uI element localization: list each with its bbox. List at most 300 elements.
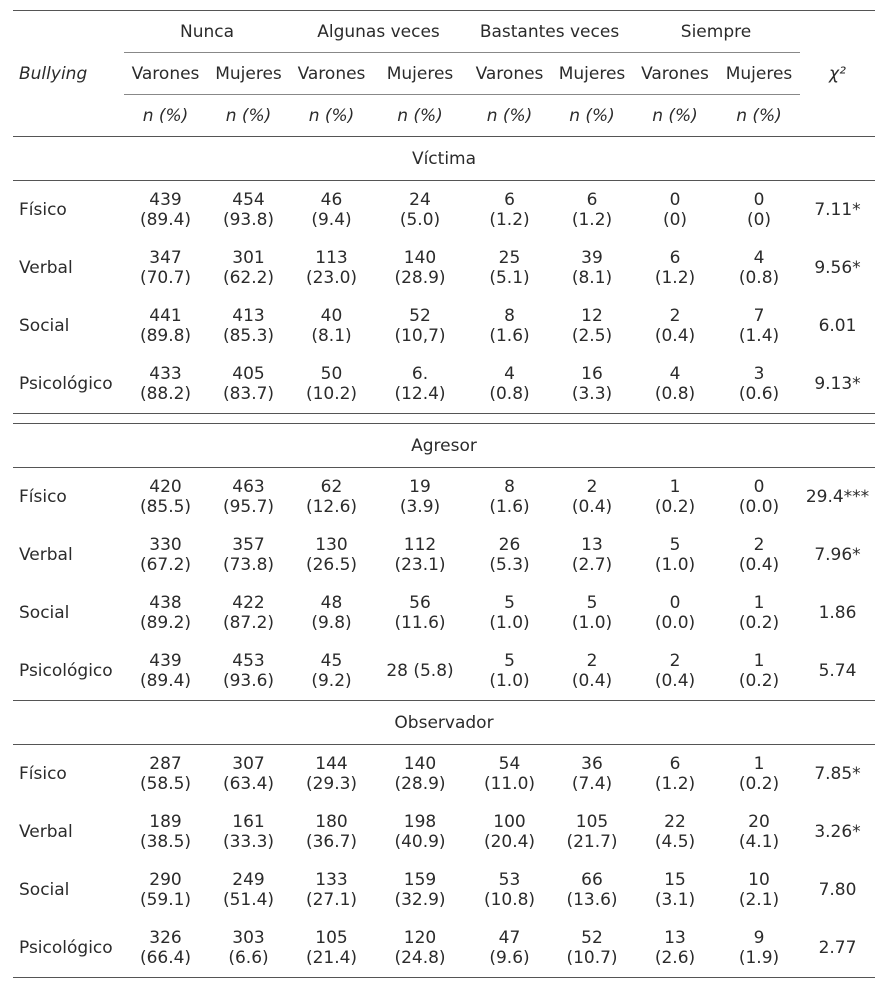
count-value: 189 [149, 812, 182, 832]
percent-value: (58.5) [139, 774, 192, 794]
data-cell [467, 745, 552, 804]
row-label: Físico [13, 745, 124, 804]
row-header: Bullying [13, 11, 124, 137]
data-cell [718, 181, 800, 240]
row-label: Verbal [19, 258, 73, 278]
data-cell [207, 861, 290, 919]
data-cell [467, 642, 552, 701]
data-cell [207, 297, 290, 355]
table-row [13, 745, 875, 804]
percent-value: (29.3) [305, 774, 358, 794]
count-value: 10 [748, 870, 770, 890]
count-value: 25 [498, 248, 521, 268]
data-cell [718, 297, 800, 355]
percent-value: (85.3) [222, 326, 275, 346]
data-cell [373, 803, 467, 861]
data-cell [718, 526, 800, 584]
data-cell [124, 526, 207, 584]
data-cell [552, 861, 632, 919]
percent-value: (1.0) [571, 613, 613, 633]
percent-value: (28.9) [394, 774, 446, 794]
data-cell [467, 468, 552, 527]
count-value: 22 [664, 812, 686, 832]
count-value: 303 [232, 928, 265, 948]
count-value: 100 [493, 812, 526, 832]
count-value: 120 [403, 928, 437, 948]
percent-value: (0.4) [738, 555, 780, 575]
section-title: Agresor [13, 424, 875, 468]
data-cell [207, 584, 290, 642]
data-cell [373, 239, 467, 297]
count-value: 8 [504, 306, 515, 326]
count-value: 6 [669, 248, 681, 268]
data-cell [207, 355, 290, 414]
row-label: Físico [13, 181, 124, 240]
chi-square-value: 5.74 [800, 642, 875, 701]
count-value: 6 [586, 190, 598, 210]
percent-value: (13.6) [566, 890, 618, 910]
percent-value: (51.4) [222, 890, 275, 910]
group-nunca: Nunca [124, 11, 290, 53]
sex-header: Mujeres [552, 53, 632, 95]
count-value: 105 [575, 812, 609, 832]
count-value: 420 [149, 477, 182, 497]
percent-value: (67.2) [139, 555, 192, 575]
count-value: 347 [149, 248, 182, 268]
percent-value: (10.2) [305, 384, 358, 404]
percent-value: (20.4) [483, 832, 536, 852]
count-value: 249 [232, 870, 265, 890]
table-row [13, 861, 875, 919]
data-cell [632, 861, 718, 919]
count-value: 4 [504, 364, 515, 384]
percent-value: (0.0) [738, 497, 780, 517]
count-value: 48 [320, 593, 343, 613]
data-cell [632, 468, 718, 527]
row-label: Psicológico [13, 355, 124, 414]
count-value: 45 [320, 651, 343, 671]
row-label: Físico [13, 468, 124, 527]
count-value: 19 [409, 477, 431, 497]
percent-value: (10,7) [394, 326, 446, 346]
percent-value: (2.1) [738, 890, 780, 910]
percent-value: (88.2) [139, 384, 192, 404]
data-cell [718, 745, 800, 804]
section-title: Observador [13, 701, 875, 745]
count-value: 26 [498, 535, 521, 555]
data-cell [373, 584, 467, 642]
data-cell [290, 803, 373, 861]
count-value: 112 [403, 535, 437, 555]
percent-value: (0.8) [654, 384, 696, 404]
section-header-row [13, 137, 875, 181]
percent-value: (83.7) [222, 384, 275, 404]
count-value: 9 [753, 928, 765, 948]
data-cell [207, 181, 290, 240]
data-cell [290, 355, 373, 414]
percent-value: (10.8) [483, 890, 536, 910]
count-value: 66 [581, 870, 603, 890]
n-percent-header: n (%) [569, 105, 615, 126]
percent-value: (1.0) [654, 555, 696, 575]
count-value: 0 [669, 593, 681, 613]
count-value: 2 [753, 535, 765, 555]
chi-square-value: 7.11* [800, 181, 875, 240]
data-cell [124, 642, 207, 701]
percent-value: (27.1) [305, 890, 358, 910]
table-row [13, 181, 875, 240]
data-cell [467, 861, 552, 919]
sex-header: Mujeres [207, 53, 290, 95]
count-value: 46 [320, 190, 343, 210]
percent-value: (0.8) [738, 268, 780, 288]
table-row [13, 584, 875, 642]
percent-value: (93.8) [222, 210, 275, 230]
data-cell [124, 919, 207, 978]
count-value: 24 [409, 190, 431, 210]
chi-square-value: 1.86 [818, 603, 857, 623]
section-title: Víctima [13, 137, 875, 181]
percent-value: (0.2) [738, 613, 780, 633]
data-cell [632, 526, 718, 584]
data-cell [632, 803, 718, 861]
chi-square-value: 7.80 [818, 880, 857, 900]
data-cell [718, 584, 800, 642]
percent-value: (0.0) [654, 613, 696, 633]
count-value: 2 [669, 651, 681, 671]
sex-header: Varones [632, 53, 718, 95]
section-header-row [13, 424, 875, 468]
n-percent-header: n (%) [736, 105, 782, 126]
percent-value: (1.6) [489, 497, 530, 517]
percent-value: (5.0) [399, 210, 441, 230]
chi-square-value: 3.26* [814, 822, 861, 842]
percent-value: (93.6) [222, 671, 275, 691]
percent-value: (1.2) [571, 210, 613, 230]
count-value: 20 [748, 812, 770, 832]
count-value: 422 [232, 593, 265, 613]
data-cell [373, 642, 467, 701]
percent-value: (0.2) [654, 497, 696, 517]
count-value: 54 [498, 754, 521, 774]
data-cell [552, 355, 632, 414]
data-cell [467, 181, 552, 240]
count-value: 56 [409, 593, 431, 613]
data-cell [124, 239, 207, 297]
bullying-table [13, 10, 875, 978]
row-label: Verbal [19, 545, 73, 565]
count-value: 16 [581, 364, 603, 384]
data-cell [124, 584, 207, 642]
count-value: 15 [664, 870, 686, 890]
percent-value: (89.8) [139, 326, 192, 346]
count-value: 5 [504, 593, 515, 613]
percent-value: (5.1) [489, 268, 530, 288]
count-value: 113 [315, 248, 348, 268]
data-cell [552, 468, 632, 527]
count-value: 405 [232, 364, 265, 384]
table-row [13, 355, 875, 414]
percent-value: (63.4) [222, 774, 275, 794]
data-cell [552, 803, 632, 861]
percent-value: (24.8) [394, 948, 446, 968]
count-value: 441 [149, 306, 182, 326]
chi-square-value: 7.85* [800, 745, 875, 804]
sex-header: Mujeres [718, 53, 800, 95]
percent-value: (1.2) [489, 210, 530, 230]
count-value: 4 [669, 364, 681, 384]
percent-value: (1.2) [654, 268, 696, 288]
data-cell [373, 181, 467, 240]
percent-value: (0.4) [571, 497, 613, 517]
percent-value: (23.1) [394, 555, 446, 575]
percent-value: (95.7) [222, 497, 275, 517]
percent-value: (32.9) [394, 890, 446, 910]
percent-value: (0.8) [489, 384, 530, 404]
data-cell [207, 239, 290, 297]
count-value: 439 [149, 651, 182, 671]
percent-value: (12.4) [394, 384, 446, 404]
percent-value: (38.5) [139, 832, 192, 852]
percent-value: (2.6) [654, 948, 696, 968]
count-value: 62 [320, 477, 343, 497]
n-percent-header: n (%) [652, 105, 698, 126]
count-value: 1 [753, 593, 765, 613]
chi-square-value: 6.01 [818, 316, 857, 336]
row-label: Verbal [19, 822, 73, 842]
percent-value: (2.5) [571, 326, 613, 346]
percent-value: (85.5) [139, 497, 192, 517]
group-bastantes-veces: Bastantes veces [467, 11, 632, 53]
data-cell [552, 745, 632, 804]
percent-value: (7.4) [571, 774, 613, 794]
percent-value: (0.6) [738, 384, 780, 404]
count-value: 47 [498, 928, 521, 948]
count-value: 180 [315, 812, 348, 832]
data-cell [632, 355, 718, 414]
count-value: 0 [669, 190, 681, 210]
data-cell [718, 239, 800, 297]
row-label: Psicológico [13, 919, 124, 978]
percent-value: (28.9) [394, 268, 446, 288]
count-value: 133 [315, 870, 348, 890]
data-cell [552, 526, 632, 584]
section-header-row [13, 701, 875, 745]
data-cell [207, 745, 290, 804]
percent-value: (0.2) [738, 774, 780, 794]
data-cell [207, 803, 290, 861]
n-percent-header: n (%) [397, 105, 443, 126]
section-gap [13, 414, 875, 424]
data-cell [467, 919, 552, 978]
count-value: 1 [753, 651, 765, 671]
count-value: 53 [498, 870, 521, 890]
data-cell [718, 861, 800, 919]
percent-value: (4.1) [738, 832, 780, 852]
percent-value: (87.2) [222, 613, 275, 633]
data-cell [124, 468, 207, 527]
count-value: 6 [669, 754, 681, 774]
n-percent-header: n (%) [225, 105, 272, 126]
percent-value: (21.7) [566, 832, 618, 852]
percent-value: (12.6) [305, 497, 358, 517]
data-cell [718, 919, 800, 978]
n-percent-header: n (%) [486, 105, 533, 126]
count-value: 105 [315, 928, 348, 948]
percent-value: (2.7) [571, 555, 613, 575]
data-cell [718, 642, 800, 701]
count-value: 438 [149, 593, 182, 613]
percent-value: (1.0) [489, 671, 530, 691]
count-value: 1 [669, 477, 681, 497]
count-value: 52 [581, 928, 603, 948]
row-label: Social [19, 316, 70, 336]
n-percent-header: n (%) [308, 105, 355, 126]
count-value: 1 [753, 754, 765, 774]
count-value: 326 [149, 928, 182, 948]
percent-value: (62.2) [222, 268, 275, 288]
data-cell [373, 919, 467, 978]
data-cell [124, 861, 207, 919]
group-siempre: Siempre [632, 11, 800, 53]
percent-value: (0.4) [571, 671, 613, 691]
percent-value: (10.7) [566, 948, 618, 968]
percent-value: (0.2) [738, 671, 780, 691]
chi-square-header: χ² [800, 11, 875, 137]
table-body [13, 137, 875, 978]
count-value: 130 [315, 535, 348, 555]
count-value: 161 [232, 812, 265, 832]
data-cell [290, 861, 373, 919]
data-cell [632, 181, 718, 240]
table-row [13, 642, 875, 701]
data-cell [552, 181, 632, 240]
data-cell [124, 745, 207, 804]
count-value: 290 [149, 870, 182, 890]
percent-value: (1.2) [654, 774, 696, 794]
data-cell [373, 355, 467, 414]
data-cell [552, 239, 632, 297]
count-value: 330 [149, 535, 182, 555]
data-cell [290, 181, 373, 240]
percent-value: (23.0) [305, 268, 358, 288]
percent-value: (89.2) [139, 613, 192, 633]
sex-header: Varones [124, 53, 207, 95]
count-value: 0 [753, 477, 765, 497]
count-value: 8 [504, 477, 515, 497]
data-cell [290, 239, 373, 297]
percent-value: (0.4) [654, 671, 696, 691]
count-value: 307 [232, 754, 265, 774]
row-label: Social [19, 880, 70, 900]
percent-value: (1.6) [489, 326, 530, 346]
count-value: 439 [149, 190, 182, 210]
data-cell [632, 297, 718, 355]
percent-value: (4.5) [654, 832, 696, 852]
chi-square-value: 29.4*** [800, 468, 875, 527]
data-cell [124, 297, 207, 355]
count-value: 12 [581, 306, 603, 326]
data-cell [373, 297, 467, 355]
data-cell [207, 919, 290, 978]
data-cell [207, 468, 290, 527]
table-row [13, 919, 875, 978]
data-cell [373, 468, 467, 527]
data-cell [290, 297, 373, 355]
table-row [13, 297, 875, 355]
count-value: 28 (5.8) [386, 661, 454, 681]
sex-header: Varones [467, 53, 552, 95]
data-cell [632, 919, 718, 978]
count-value: 2 [586, 651, 598, 671]
count-value: 3 [753, 364, 765, 384]
count-value: 433 [149, 364, 182, 384]
data-cell [467, 584, 552, 642]
table-row [13, 468, 875, 527]
data-cell [290, 468, 373, 527]
data-cell [373, 861, 467, 919]
percent-value: (0.4) [654, 326, 696, 346]
data-cell [552, 584, 632, 642]
count-value: 287 [149, 754, 182, 774]
percent-value: (0) [746, 210, 772, 230]
data-cell [552, 919, 632, 978]
percent-value: (1.9) [738, 948, 780, 968]
percent-value: (9.8) [311, 613, 352, 633]
percent-value: (3.3) [571, 384, 613, 404]
data-cell [124, 181, 207, 240]
count-value: 2 [669, 306, 681, 326]
sex-header: Varones [290, 53, 373, 95]
data-cell [718, 468, 800, 527]
data-cell [632, 642, 718, 701]
count-value: 357 [232, 535, 265, 555]
data-cell [290, 526, 373, 584]
percent-value: (89.4) [139, 210, 192, 230]
percent-value: (1.0) [489, 613, 530, 633]
count-value: 6 [504, 190, 515, 210]
row-label: Social [19, 603, 70, 623]
count-value: 4 [753, 248, 765, 268]
chi-square-value: 7.96* [814, 545, 861, 565]
sex-header: Mujeres [373, 53, 467, 95]
percent-value: (73.8) [222, 555, 275, 575]
data-cell [290, 642, 373, 701]
data-cell [467, 355, 552, 414]
data-cell [290, 584, 373, 642]
data-cell [124, 803, 207, 861]
percent-value: (0) [662, 210, 688, 230]
data-cell [632, 584, 718, 642]
table-row [13, 526, 875, 584]
count-value: 7 [753, 306, 765, 326]
count-value: 36 [581, 754, 603, 774]
percent-value: (8.1) [311, 326, 352, 346]
count-value: 13 [664, 928, 686, 948]
count-value: 198 [403, 812, 437, 832]
count-value: 413 [232, 306, 265, 326]
percent-value: (40.9) [394, 832, 446, 852]
count-value: 13 [581, 535, 603, 555]
percent-value: (11.6) [394, 613, 446, 633]
count-value: 2 [586, 477, 598, 497]
percent-value: (26.5) [305, 555, 358, 575]
data-cell [718, 355, 800, 414]
percent-value: (6.6) [228, 948, 269, 968]
data-cell [467, 526, 552, 584]
percent-value: (59.1) [139, 890, 192, 910]
count-value: 140 [403, 754, 437, 774]
